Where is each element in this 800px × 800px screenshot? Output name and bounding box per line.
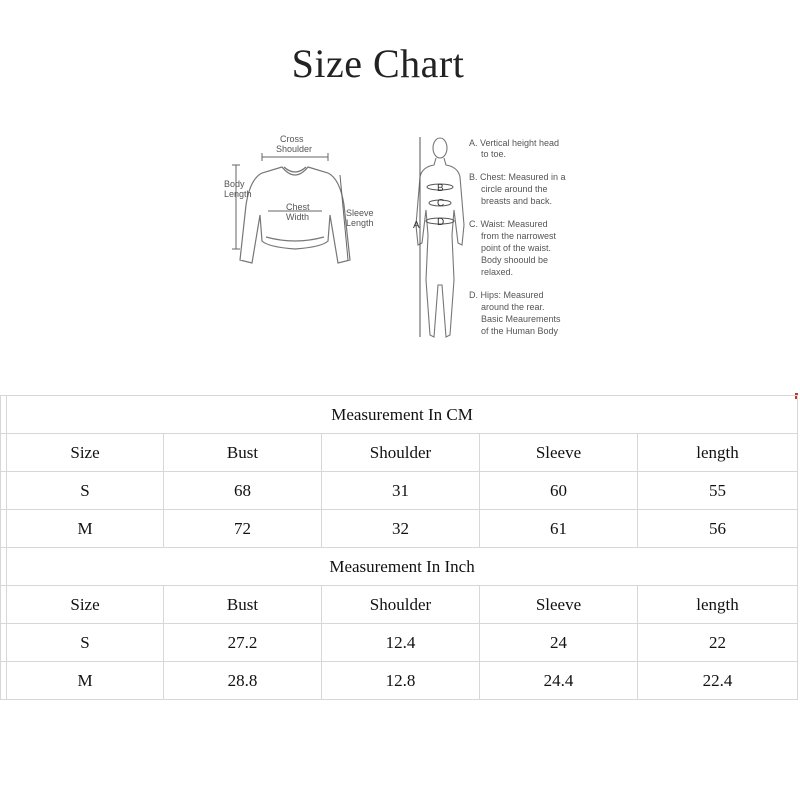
table-cell: M xyxy=(7,662,164,700)
table-cell: M xyxy=(7,510,164,548)
table-cell: 68 xyxy=(164,472,322,510)
cross-shoulder-label-1: Cross xyxy=(280,134,304,144)
note-c-line-4: Body shoould be xyxy=(481,255,549,265)
table-row xyxy=(1,510,798,548)
table-cell: 24 xyxy=(480,624,638,662)
header-sleeve: Sleeve xyxy=(480,434,638,472)
chest-width-label-2: Width xyxy=(286,212,310,222)
table-cell: 56 xyxy=(638,510,798,548)
letter-d: D xyxy=(437,217,445,228)
size-table xyxy=(0,395,798,700)
note-d-line-3: Basic Meaurements xyxy=(481,314,561,324)
header-shoulder: Shoulder xyxy=(322,586,480,624)
measurement-notes xyxy=(469,138,566,336)
table-cell: S xyxy=(7,472,164,510)
note-b-line-2: circle around the xyxy=(481,184,548,194)
note-a-line-1: A. Vertical height head xyxy=(469,138,560,148)
note-c-line-1: C. Waist: Measured xyxy=(469,219,548,229)
note-c-line-3: point of the waist. xyxy=(481,243,552,253)
header-bust: Bust xyxy=(164,586,322,624)
table-cell: 22 xyxy=(638,624,798,662)
table-cell: 22.4 xyxy=(638,662,798,700)
letter-c: C xyxy=(437,198,445,209)
page-title: Size Chart xyxy=(291,41,465,86)
table-cell: 32 xyxy=(322,510,480,548)
note-c-line-2: from the narrowest xyxy=(481,231,557,241)
sleeve-length-label-2: Length xyxy=(346,218,374,228)
table-caption-row xyxy=(1,396,798,434)
header-size: Size xyxy=(7,586,164,624)
figure-measure-lines xyxy=(420,137,454,337)
note-d-line-4: of the Human Body xyxy=(481,326,559,336)
letter-a: A xyxy=(413,220,420,231)
header-shoulder: Shoulder xyxy=(322,434,480,472)
table-caption-inch: Measurement In Inch xyxy=(7,548,798,586)
header-sleeve: Sleeve xyxy=(480,586,638,624)
table-header-row xyxy=(1,586,798,624)
table-cell: 12.4 xyxy=(322,624,480,662)
header-size: Size xyxy=(7,434,164,472)
table-row xyxy=(1,472,798,510)
table-header-row xyxy=(1,434,798,472)
note-b-line-1: B. Chest: Measured in a xyxy=(469,172,566,182)
body-length-label-2: Length xyxy=(224,189,252,199)
header-length: length xyxy=(638,586,798,624)
table-cell: 61 xyxy=(480,510,638,548)
note-c-line-5: relaxed. xyxy=(481,267,514,277)
table-cell: 31 xyxy=(322,472,480,510)
size-tables xyxy=(0,395,800,700)
letter-b: B xyxy=(437,183,444,194)
note-a-line-2: to toe. xyxy=(481,149,507,159)
chest-width-label-1: Chest xyxy=(286,202,310,212)
note-b-line-3: breasts and back. xyxy=(481,196,553,206)
cross-shoulder-label-2: Shoulder xyxy=(276,144,313,154)
table-caption-row xyxy=(1,548,798,586)
sleeve-length-label-1: Sleeve xyxy=(346,208,374,218)
note-d-line-2: around the rear. xyxy=(481,302,545,312)
measurement-diagram-svg xyxy=(210,115,590,350)
body-length-label-1: Body xyxy=(224,179,245,189)
table-cell: 28.8 xyxy=(164,662,322,700)
table-cell: 24.4 xyxy=(480,662,638,700)
header-length: length xyxy=(638,434,798,472)
table-cell: 55 xyxy=(638,472,798,510)
human-figure-illustration xyxy=(416,138,464,337)
table-cell: 72 xyxy=(164,510,322,548)
table-cell: S xyxy=(7,624,164,662)
table-cell: 60 xyxy=(480,472,638,510)
table-row xyxy=(1,662,798,700)
table-row xyxy=(1,624,798,662)
table-cell: 27.2 xyxy=(164,624,322,662)
header-bust: Bust xyxy=(164,434,322,472)
measurement-diagram xyxy=(210,115,590,350)
note-d-line-1: D. Hips: Measured xyxy=(469,290,544,300)
table-cell: 12.8 xyxy=(322,662,480,700)
table-caption-cm: Measurement In CM xyxy=(7,396,798,434)
